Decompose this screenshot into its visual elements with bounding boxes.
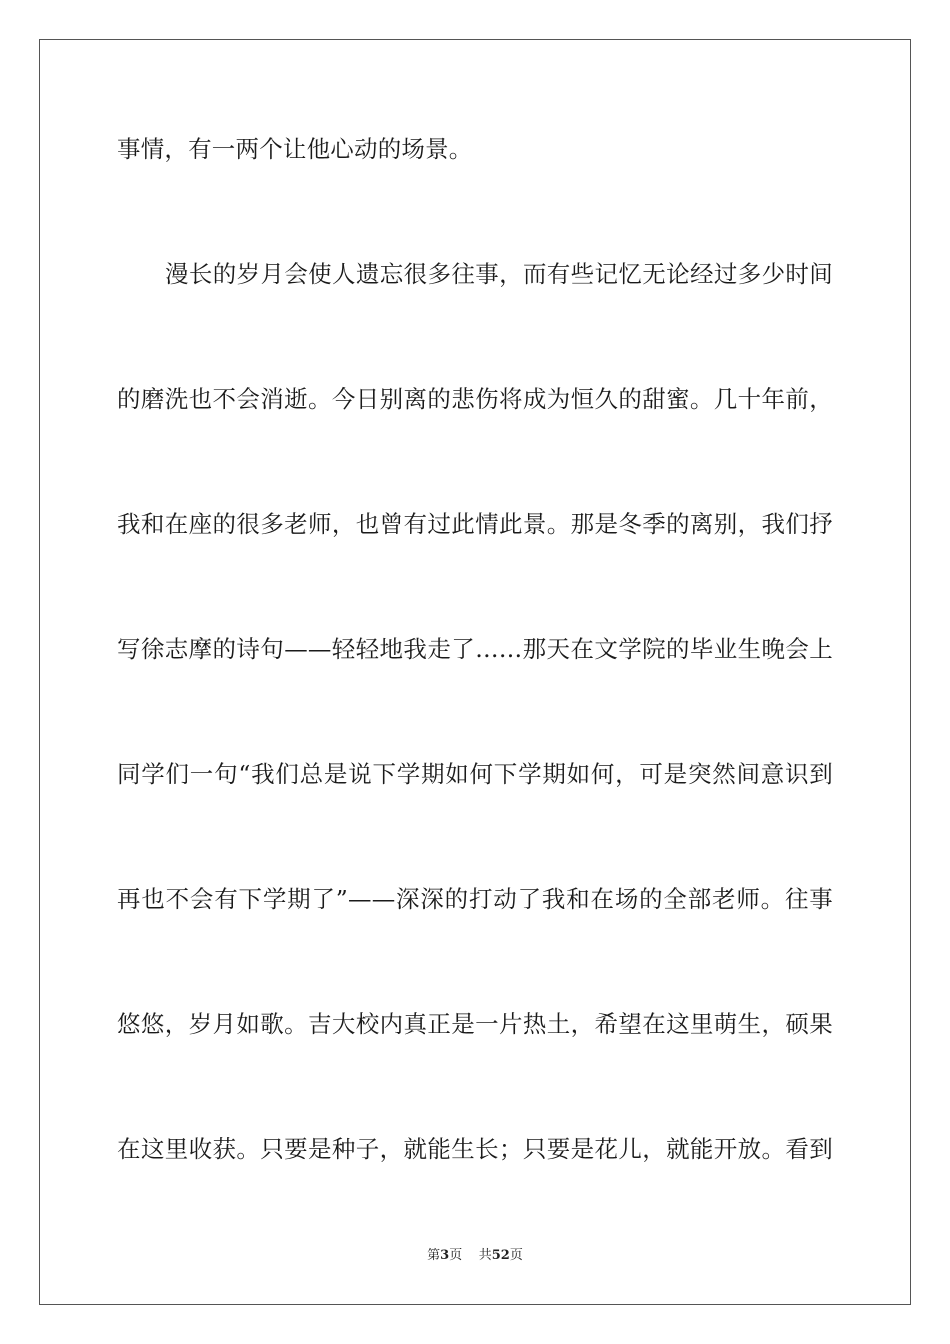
total-prefix: 共 [478,1248,492,1263]
total-suffix: 页 [509,1248,523,1263]
paragraph-line-3: 的磨洗也不会消逝。今日别离的悲伤将成为恒久的甜蜜。几十年前， [117,385,833,413]
page-prefix: 第 [427,1248,441,1263]
current-page-number: 3 [440,1248,450,1263]
paragraph-line-8: 悠悠，岁月如歌。吉大校内真正是一片热土，希望在这里萌生，硕果 [117,1010,833,1038]
paragraph-line-2: 漫长的岁月会使人遗忘很多往事，而有些记忆无论经过多少时间 [165,260,833,288]
total-pages-number: 52 [491,1248,510,1263]
paragraph-line-7: 再也不会有下学期了”——深深的打动了我和在场的全部老师。往事 [117,885,833,913]
paragraph-line-6: 同学们一句“我们总是说下学期如何下学期如何，可是突然间意识到 [117,760,833,788]
paragraph-line-9: 在这里收获。只要是种子，就能生长；只要是花儿，就能开放。看到 [117,1135,833,1163]
paragraph-line-4: 我和在座的很多老师，也曾有过此情此景。那是冬季的离别，我们抒 [117,510,833,538]
paragraph-line-5: 写徐志摩的诗句——轻轻地我走了……那天在文学院的毕业生晚会上 [117,635,833,663]
paragraph-line-1: 事情，有一两个让他心动的场景。 [117,135,473,163]
page-suffix: 页 [449,1248,463,1263]
page-border [39,39,911,1305]
page-footer [0,1248,950,1264]
